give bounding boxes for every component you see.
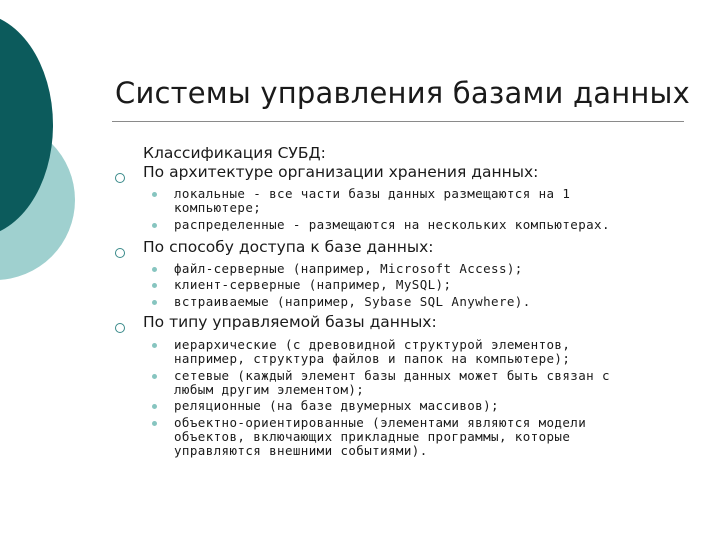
section-bullet — [115, 248, 125, 258]
item-bullet — [152, 343, 157, 348]
list-item-text: сетевые (каждый элемент базы данных может быть связан с — [174, 367, 610, 383]
list-item-text: файл-серверные (например, Microsoft Access); — [174, 261, 523, 276]
list-item-text: объектно-ориентированные (элементами являются модели — [174, 414, 587, 430]
section-heading: По типу управляемой базы данных: — [143, 313, 437, 331]
intro-text: Классификация СУБД: — [143, 144, 326, 162]
list-item-text: реляционные (на базе двумерных массивов); — [174, 398, 499, 414]
item-bullet — [152, 192, 157, 197]
item-bullet — [152, 267, 157, 272]
section-heading: По способу доступа к базе данных: — [143, 238, 434, 256]
section-bullet — [115, 173, 125, 183]
title-divider — [112, 121, 684, 122]
list-item-text: распределенные - размещаются на нескольких компьютерах. — [174, 216, 610, 232]
section-heading: По архитектуре организации хранения данных: — [143, 163, 539, 181]
slide-title: Системы управления базами данных — [115, 76, 691, 110]
list-item-text: компьютере; — [174, 200, 262, 216]
item-bullet — [152, 374, 157, 379]
list-item-text: например, структура файлов и папок на компьютере); — [174, 351, 571, 367]
list-item-text: управляются внешними событиями). — [174, 443, 428, 459]
list-item-text: клиент-серверные (например, MySQL); — [174, 277, 452, 293]
decorative-circles — [0, 0, 120, 300]
section-bullet — [115, 323, 125, 333]
list-item-text: встраиваемые (например, Sybase SQL Anywhere). — [174, 293, 531, 309]
list-item-text: локальные - все части базы данных размещаются на 1 — [174, 186, 571, 201]
item-bullet — [152, 300, 157, 305]
list-item-text: любым другим элементом); — [174, 381, 365, 397]
item-bullet — [152, 404, 157, 409]
list-item-text: иерархические (с древовидной структурой элементов, — [174, 337, 571, 352]
item-bullet — [152, 223, 157, 228]
list-item-text: объектов, включающих прикладные программы, которые — [174, 428, 571, 444]
item-bullet — [152, 421, 157, 426]
item-bullet — [152, 283, 157, 288]
